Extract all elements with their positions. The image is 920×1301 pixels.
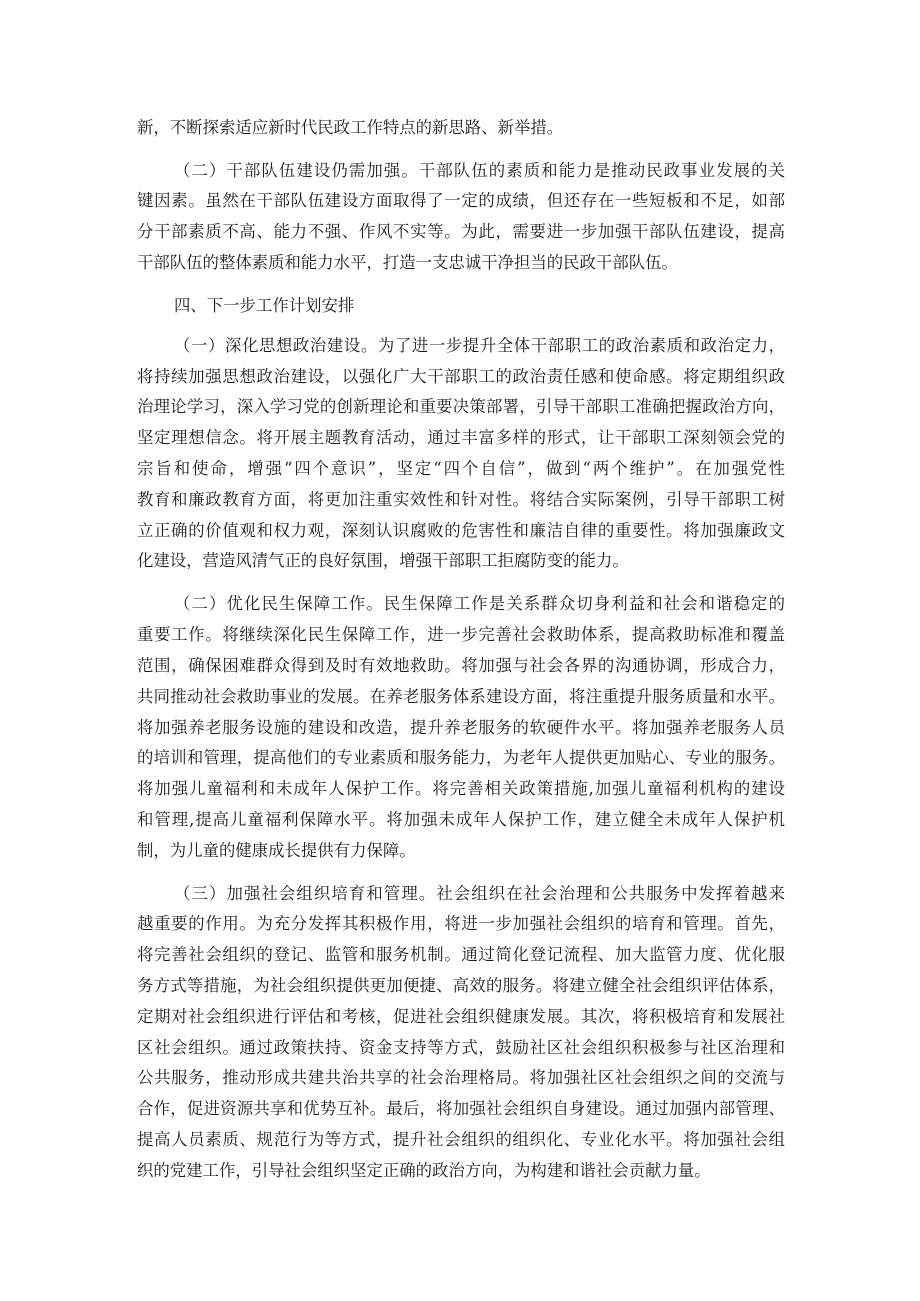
text-line: 重要工作。将继续深化民生保障工作，进一步完善社会救助体系，提高救助标准和覆盖 <box>137 625 785 645</box>
section-heading <box>137 291 785 322</box>
text-line: 将完善社会组织的登记、监管和服务机制。通过简化登记流程、加大监管力度、优化服 <box>137 945 785 965</box>
text-line: 化建设，营造风清气正的良好氛围，增强干部职工拒腐防变的能力。 <box>137 551 629 571</box>
paragraph-social-organizations <box>137 879 785 1187</box>
text-line: 新，不断探索适应新时代民政工作特点的新思路、新举措。 <box>137 117 564 137</box>
paragraph-livelihood-security <box>137 589 785 866</box>
text-line: 将加强儿童福利和未成年人保护工作。将完善相关政策措施,加强儿童福利机构的建设 <box>137 779 785 799</box>
text-line: 区社会组织。通过政策扶持、资金支持等方式，鼓励社区社会组织积极参与社区治理和 <box>137 1037 785 1057</box>
text-line: 分干部素质不高、能力不强、作风不实等。为此，需要进一步加强干部队伍建设，提高 <box>137 222 785 242</box>
text-line: 干部队伍的整体素质和能力水平，打造一支忠诚干净担当的民政干部队伍。 <box>137 252 678 272</box>
text-line: 合作，促进资源共享和优势互补。最后，将加强社会组织自身建设。通过加强内部管理、 <box>137 1099 785 1119</box>
text-line: 的培训和管理，提高他们的专业素质和服务能力，为老年人提供更加贴心、专业的服务。 <box>137 748 785 768</box>
text-line: 务方式等措施，为社会组织提供更加便捷、高效的服务。将建立健全社会组织评估体系， <box>137 976 785 996</box>
paragraph-cadre-team <box>137 156 785 279</box>
text-line: 越重要的作用。为充分发挥其积极作用，将进一步加强社会组织的培育和管理。首先， <box>137 914 785 934</box>
text-line: 范围，确保困难群众得到及时有效地救助。将加强与社会各界的沟通协调，形成合力， <box>137 655 785 675</box>
paragraph-continuation <box>137 113 785 144</box>
text-line: 公共服务，推动形成共建共治共享的社会治理格局。将加强社区社会组织之间的交流与 <box>137 1068 785 1088</box>
text-line: 将持续加强思想政治建设，以强化广大干部职工的政治责任感和使命感。将定期组织政 <box>137 366 785 386</box>
text-line: （二）优化民生保障工作。民生保障工作是关系群众切身利益和社会和谐稳定的 <box>174 594 785 614</box>
text-line: 教育和廉政教育方面，将更加注重实效性和针对性。将结合实际案例，引导干部职工树 <box>137 489 785 509</box>
text-line: 提高人员素质、规范行为等方式，提升社会组织的组织化、专业化水平。将加强社会组 <box>137 1130 785 1150</box>
document-page <box>137 113 785 1199</box>
text-line: （三）加强社会组织培育和管理。社会组织在社会治理和公共服务中发挥着越来 <box>174 883 785 903</box>
text-line: 定期对社会组织进行评估和考核，促进社会组织健康发展。其次，将积极培育和发展社 <box>137 1006 785 1026</box>
text-line: 立正确的价值观和权力观，深刻认识腐败的危害性和廉洁自律的重要性。将加强廉政文 <box>137 520 785 540</box>
text-line: 键因素。虽然在干部队伍建设方面取得了一定的成绩，但还存在一些短板和不足，如部 <box>137 191 785 211</box>
heading-text: 四、下一步工作计划安排 <box>174 295 355 315</box>
text-line: 织的党建工作，引导社会组织坚定正确的政治方向，为构建和谐社会贡献力量。 <box>137 1160 711 1180</box>
text-line: 共同推动社会救助事业的发展。在养老服务体系建设方面，将注重提升服务质量和水平。 <box>137 686 785 706</box>
text-line: （二）干部队伍建设仍需加强。干部队伍的素质和能力是推动民政事业发展的关 <box>174 160 785 180</box>
text-line: 宗旨和使命，增强“四个意识”，坚定“四个自信”，做到“两个维护”。在加强党性 <box>137 458 785 478</box>
paragraph-ideological-building <box>137 331 785 577</box>
text-line: 治理论学习，深入学习党的创新理论和重要决策部署，引导干部职工准确把握政治方向， <box>137 397 785 417</box>
text-line: 和管理,提高儿童福利保障水平。将加强未成年人保护工作，建立健全未成年人保护机 <box>137 809 785 829</box>
text-line: 制，为儿童的健康成长提供有力保障。 <box>137 840 416 860</box>
text-line: 将加强养老服务设施的建设和改造，提升养老服务的软硬件水平。将加强养老服务人员 <box>137 717 785 737</box>
text-line: 坚定理想信念。将开展主题教育活动，通过丰富多样的形式，让干部职工深刻领会党的 <box>137 428 785 448</box>
text-line: （一）深化思想政治建设。为了进一步提升全体干部职工的政治素质和政治定力， <box>174 335 785 355</box>
